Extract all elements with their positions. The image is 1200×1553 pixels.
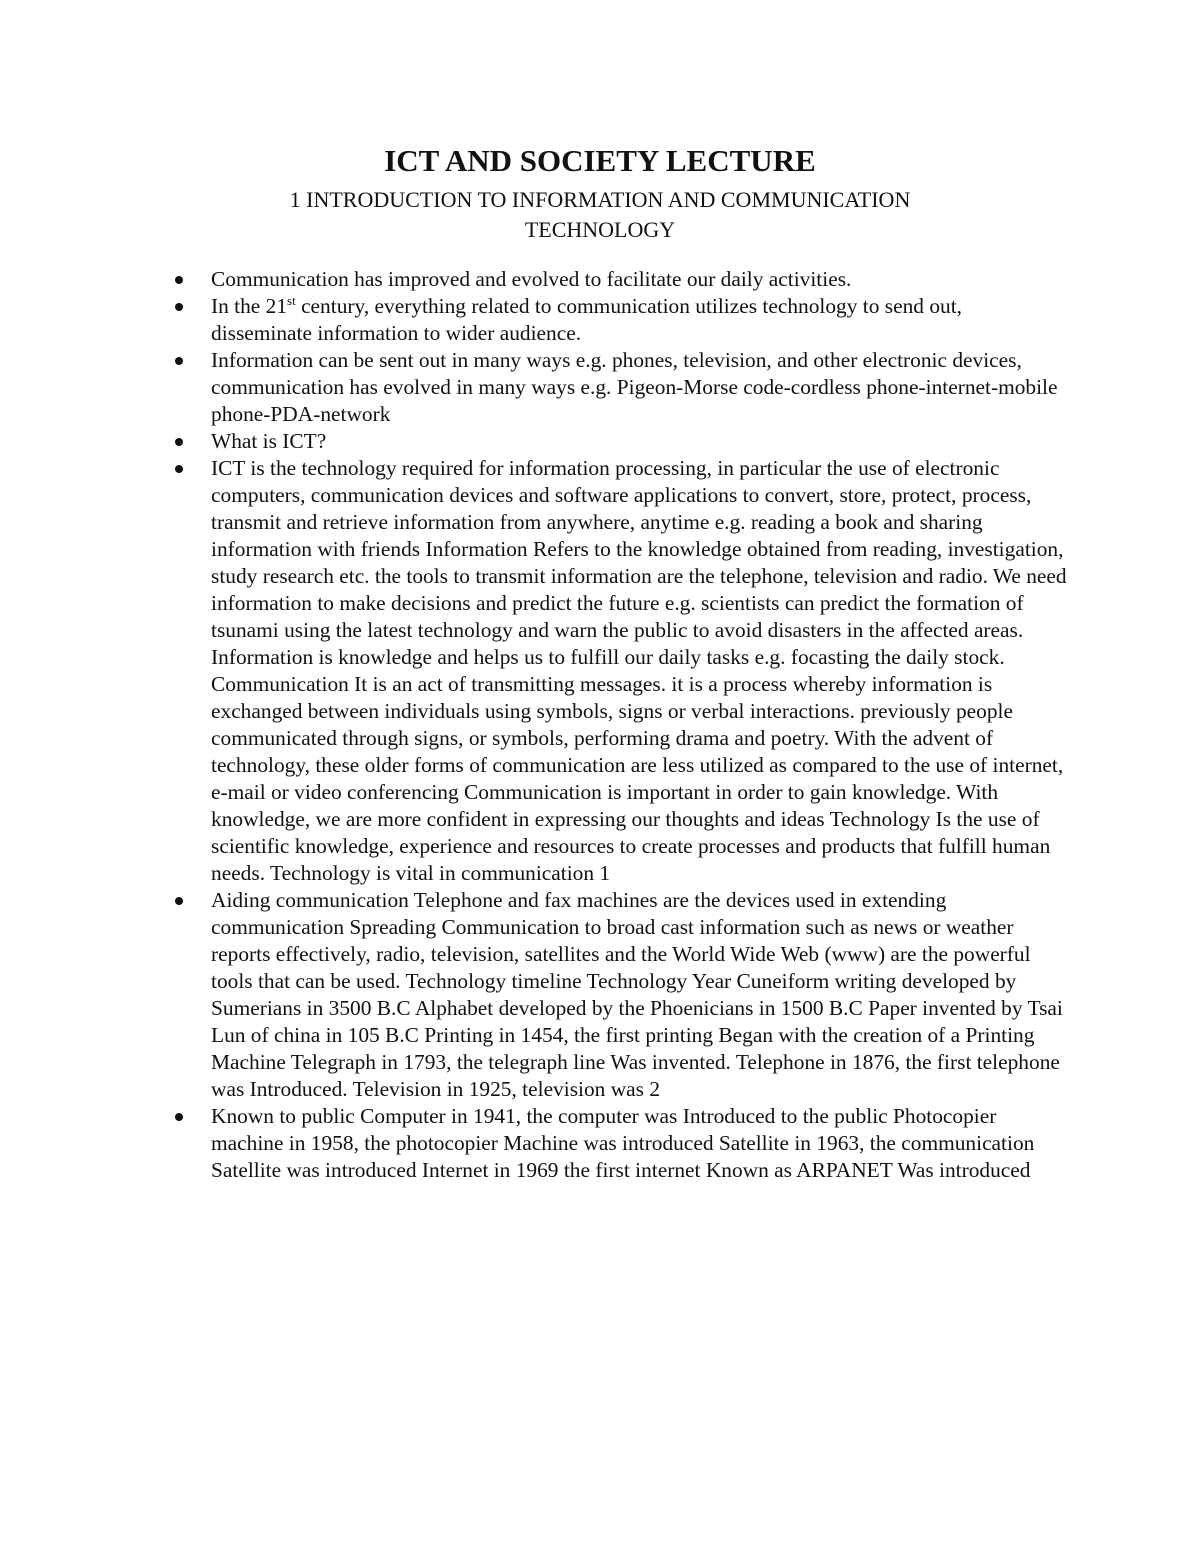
bullet-list xyxy=(168,266,1068,1184)
title-block xyxy=(150,143,1050,245)
subtitle-line-2: TECHNOLOGY xyxy=(524,217,676,242)
bullet-icon xyxy=(175,1113,183,1121)
superscript: st xyxy=(287,292,296,308)
bullet-text: Aiding communication Telephone and fax machines are the devices used in extending communication Spreading Communication to broad cast information such as news or weather reports effectively, radio, television, satellites and the World Wide Web (www) are the powerful tools that can be used. Technology timeline Technology Year Cuneiform writing developed by Sumerians in 3500 B.C Alphabet developed by the Phoenicians in 1500 B.C Paper invented by Tsai Lun of china in 105 B.C Printing in 1454, the first printing Began with the creation of a Printing Machine Telegraph in 1793, the telegraph line Was invented. Telephone in 1876, the first telephone was Introduced. Television in 1925, television was 2 xyxy=(211,888,1063,1101)
bullet-icon xyxy=(175,276,183,284)
bullet-icon xyxy=(175,303,183,311)
list-item xyxy=(168,266,1068,293)
bullet-text-prefix: In the 21 xyxy=(211,294,288,318)
bullet-text: What is ICT? xyxy=(211,429,327,453)
document-subtitle xyxy=(150,185,1050,245)
list-item xyxy=(168,455,1068,887)
bullet-icon xyxy=(175,897,183,905)
document-title: ICT AND SOCIETY LECTURE xyxy=(384,143,816,178)
bullet-text: Communication has improved and evolved to facilitate our daily activities. xyxy=(211,267,852,291)
bullet-text: Information can be sent out in many ways e.g. phones, television, and other electronic devices, communication has evolved in many ways e.g. Pigeon-Morse code-cordless phone-internet-mobile phone-PDA-network xyxy=(211,348,1058,426)
list-item xyxy=(168,1103,1068,1184)
bullet-icon xyxy=(175,438,183,446)
list-item xyxy=(168,293,1068,347)
bullet-text-suffix: century, everything related to communication utilizes technology to send out, disseminate information to wider audience. xyxy=(211,294,963,345)
bullet-text: ICT is the technology required for information processing, in particular the use of electronic computers, communication devices and software applications to convert, store, protect, process, transmit and retrieve information from anywhere, anytime e.g. reading a book and sharing information with friends Information Refers to the knowledge obtained from reading, investigation, study research etc. the tools to transmit information are the telephone, television and radio. We need information to make decisions and predict the future e.g. scientists can predict the formation of tsunami using the latest technology and warn the public to avoid disasters in the affected areas. Information is knowledge and helps us to fulfill our daily tasks e.g. focasting the daily stock. Communication It is an act of transmitting messages. it is a process whereby information is exchanged between individuals using symbols, signs or verbal interactions. previously people communicated through signs, or symbols, performing drama and poetry. With the advent of technology, these older forms of communication are less utilized as compared to the use of internet, e-mail or video conferencing Communication is important in order to gain knowledge. With knowledge, we are more confident in expressing our thoughts and ideas Technology Is the use of scientific knowledge, experience and resources to create processes and products that fulfill human needs. Technology is vital in communication 1 xyxy=(211,456,1067,885)
subtitle-line-1: 1 INTRODUCTION TO INFORMATION AND COMMUNICATION xyxy=(289,187,911,212)
list-item xyxy=(168,887,1068,1103)
bullet-icon xyxy=(175,357,183,365)
list-item xyxy=(168,428,1068,455)
list-item xyxy=(168,347,1068,428)
bullet-icon xyxy=(175,465,183,473)
bullet-text: Known to public Computer in 1941, the computer was Introduced to the public Photocopier machine in 1958, the photocopier Machine was introduced Satellite in 1963, the communication Satellite was introduced Internet in 1969 the first internet Known as ARPANET Was introduced xyxy=(211,1104,1035,1182)
